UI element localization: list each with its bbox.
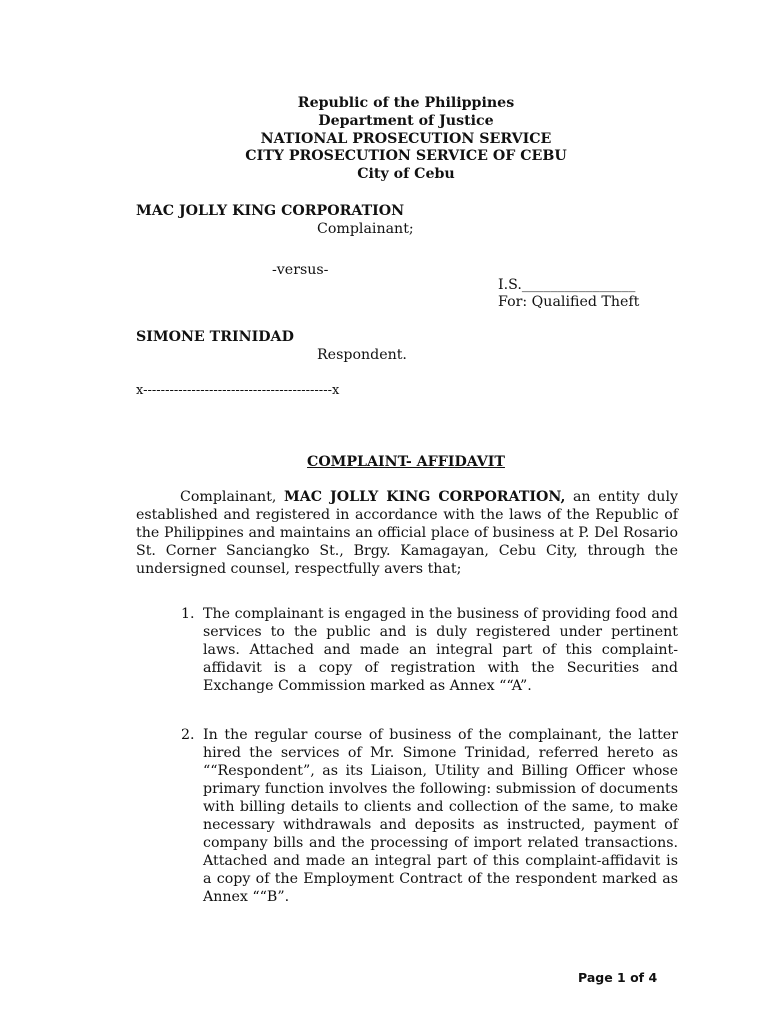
charge-label: For: Qualified Theft: [498, 294, 640, 310]
intro-lead: Complainant,: [180, 489, 284, 505]
header-department: Department of Justice: [318, 112, 494, 129]
document-header: [0, 95, 768, 184]
header-city: City of Cebu: [357, 166, 455, 183]
list-item-text: In the regular course of business of the complainant, the latter hired the services of Mr. Simone Trinidad, referred hereto as ““Respondent”, as its Liaison, Utility and Billing Officer whose primary function involves the following: submission of documents with billing details to clients and collection of the same, to make necessary withdrawals and deposits as instructed, payment of company bills and the processing of import related transactions. Attached and made an integral part of this complaint-affidavit is a copy of the Employment Contract of the respondent marked as Annex ““B”.: [203, 727, 678, 905]
header-city-prosecution: CITY PROSECUTION SERVICE OF CEBU: [245, 148, 567, 165]
list-item-number: 2.: [181, 727, 195, 743]
list-item-number: 1.: [181, 606, 195, 622]
caption-separator: x-------------------------------------------x: [136, 383, 340, 398]
page-number: Page 1 of 4: [578, 970, 658, 985]
list-item: [181, 605, 678, 695]
is-number: I.S.________________: [498, 277, 636, 293]
document-title: COMPLAINT- AFFIDAVIT: [307, 454, 505, 470]
intro-company: MAC JOLLY KING CORPORATION,: [284, 489, 566, 505]
intro-paragraph: [136, 488, 678, 578]
respondent-role: Respondent.: [317, 347, 407, 363]
complainant-role: Complainant;: [317, 221, 414, 237]
list-item: [181, 726, 678, 906]
complainant-name: MAC JOLLY KING CORPORATION: [136, 203, 405, 219]
header-republic: Republic of the Philippines: [297, 95, 515, 111]
header-prosecution-service: NATIONAL PROSECUTION SERVICE: [260, 130, 552, 147]
respondent-name: SIMONE TRINIDAD: [136, 329, 294, 345]
intro-rest: an entity duly established and registered in accordance with the laws of the Republic of the Philippines and maintains an official place of business at P. Del Rosario St. Corner Sanciangko St., Brgy. Kamagayan, Cebu City, through the undersigned counsel, respectfully avers that;: [136, 489, 678, 577]
versus-label: -versus-: [272, 262, 329, 278]
list-item-text: The complainant is engaged in the business of providing food and services to the public and is duly registered under pertinent laws. Attached and made an integral part of this complaint-affidavit is a copy of registration with the Securities and Exchange Commission marked as Annex ““A”.: [203, 606, 678, 694]
